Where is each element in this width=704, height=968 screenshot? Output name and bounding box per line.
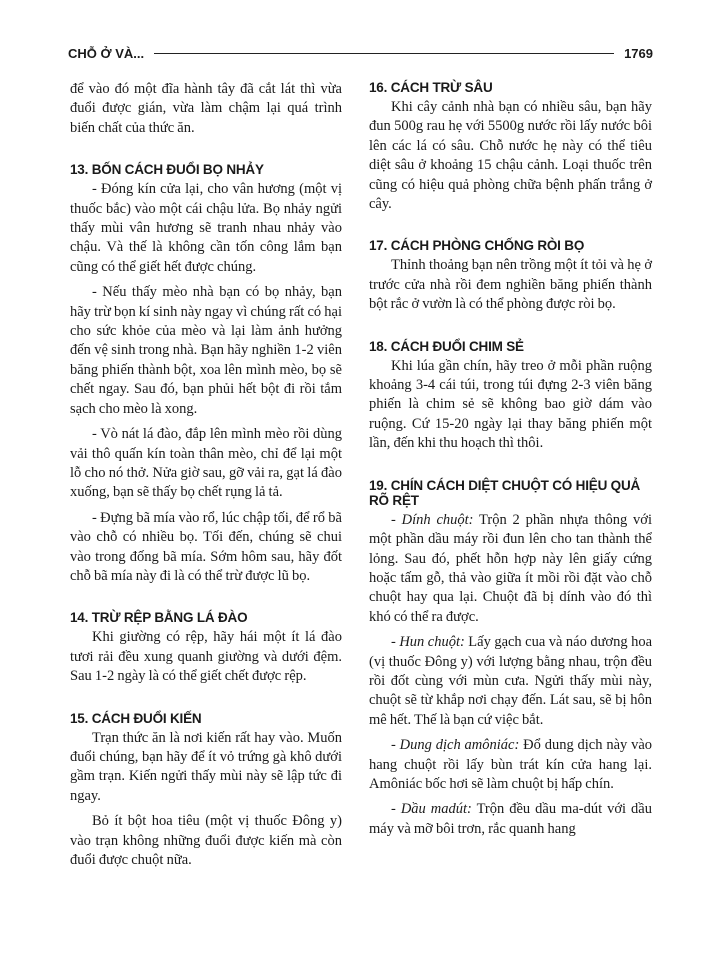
section-18-paragraph-1: Khi lúa gần chín, hãy treo ở mỗi phần ruộng khoảng 3-4 cái túi, trong túi đựng 2-3 viên băng phiến là chim sẻ sẽ không bao giờ dám vào ruộng. Cứ 15-20 ngày lại thay băng phiến một lần, đến khi thu hoạch thì thôi. xyxy=(369,357,652,452)
left-column xyxy=(70,80,342,870)
section-13-paragraph-3: - Vò nát lá đào, đắp lên mình mèo rồi dùng vải thô quấn kín toàn thân mèo, chỉ để lại một lỗ cho nó thở. Nửa giờ sau, gỡ vải ra, gạt lá đào xuống, bạn sẽ thấy bọ chết rụng lả tả. xyxy=(70,426,342,501)
section-13-paragraph-1: - Đóng kín cửa lại, cho vân hương (một vị thuốc bắc) vào một cái chậu lửa. Bọ nhảy ngửi thấy mùi vân hương sẽ tranh nhau nhảy vào chậu. Và thế là không cần tốn công lắm bạn cũng có thể giết hết được chúng. xyxy=(70,181,342,275)
section-19 xyxy=(369,478,652,840)
intro-paragraph: để vào đó một đĩa hành tây đã cắt lát thì vừa đuổi được gián, vừa làm chậm lại quá trình biến chất của thức ăn. xyxy=(70,81,342,136)
section-14-title: 14. TRỪ RỆP BẰNG LÁ ĐÀO xyxy=(70,610,248,626)
section-14 xyxy=(70,610,342,686)
page-number: 1769 xyxy=(624,45,653,61)
section-19-paragraph-3: - Dung dịch amôniác: Đổ dung dịch này vào hang chuột rồi lấy bùn trát kín cửa hang lại. Amôniác bốc hơi sẽ làm chuột bị hấp chín. xyxy=(369,737,653,792)
section-15 xyxy=(70,711,342,871)
section-17 xyxy=(369,238,652,314)
section-15-title: 15. CÁCH ĐUỔI KIẾN xyxy=(70,710,202,726)
method-text-madut: Trộn đều dầu ma-dút với dầu máy và mỡ bôi trơn, rắc quanh hang xyxy=(369,801,652,837)
running-header xyxy=(68,44,653,62)
section-13-paragraph-4: - Đựng bã mía vào rổ, lúc chập tối, để rổ bã vào chỗ có nhiều bọ. Tối đến, chúng sẽ chui vào trong đống bã mía. Sớm hôm sau, hãy đốt chỗ bã mía này đi là có thể trừ được lũ bọ. xyxy=(70,509,342,584)
method-text-dinh-chuot: Trộn 2 phần nhựa thông với một phần dầu máy rồi đun lên cho tan thành thể lỏng. Sau đó, phết hỗn hợp này lên giấy cứng hoặc tấm gỗ, thả vào giữa ít mồi rồi đặt vào chỗ chuột hay qua lại. Chuột đã bị dính vào đó thì khó có thể ra được. xyxy=(369,511,652,625)
method-text-hun-chuot: Lấy gạch cua và náo dương hoa (vị thuốc Đông y) với lượng bằng nhau, trộn đều rồi đốt cùng với mùn cưa. Ngửi thấy mùi này, chuột sẽ từ khắp nơi chạy đến. Lát sau, sẽ bị hôn mê hết. Thế là bạn cứ việc bắt. xyxy=(369,634,653,728)
method-text-amoniac: Đổ dung dịch này vào hang chuột rồi lấy bùn trát kín cửa hang lại. Amôniác bốc hơi sẽ làm chuột bị hấp chín. xyxy=(369,737,653,792)
section-16 xyxy=(369,80,652,214)
section-18-title: 18. CÁCH ĐUỔI CHIM SẺ xyxy=(369,338,524,354)
section-14-paragraph-1: Khi giường có rệp, hãy hái một ít lá đào tươi rải đều xung quanh giường và dưới đệm. Sau 1-2 ngày là có thể giết chết được rệp. xyxy=(70,629,342,685)
section-13 xyxy=(70,162,342,586)
method-label-madut: Dầu madút: xyxy=(400,801,472,818)
section-13-title: 13. BỐN CÁCH ĐUỔI BỌ NHẢY xyxy=(70,162,264,178)
section-17-title: 17. CÁCH PHÒNG CHỐNG RÒI BỌ xyxy=(369,238,585,254)
section-18 xyxy=(369,339,652,454)
running-title: CHỖ Ở VÀ... xyxy=(68,45,145,61)
section-19-title: 19. CHÍN CÁCH DIỆT CHUỘT CÓ HIỆU QUẢ RÕ RỆT xyxy=(369,477,641,508)
section-17-paragraph-1: Thỉnh thoảng bạn nên trồng một ít tỏi và hẹ ở trước cửa nhà rồi đem nghiền băng phiến thành bột rắc ở vườn là có thể phòng được ròi bọ. xyxy=(369,257,652,313)
method-label-hun-chuot: Hun chuột: xyxy=(399,634,465,651)
method-label-amoniac: Dung dịch amôniác: xyxy=(399,737,520,754)
section-19-paragraph-2: - Hun chuột: Lấy gạch cua và náo dương hoa (vị thuốc Đông y) với lượng bằng nhau, trộn đều rồi đốt cùng với mùn cưa. Ngửi thấy mùi này, chuột sẽ từ khắp nơi chạy đến. Lát sau, sẽ bị hôn mê hết. Thế là bạn cứ việc bắt. xyxy=(369,634,653,728)
section-16-paragraph-1: Khi cây cảnh nhà bạn có nhiều sâu, bạn hãy đun 500g rau hẹ với 5500g nước rồi lấy nước bôi lên các lá có sâu. Chỗ nước hẹ này có thể tiêu diệt sâu ở khoảng 15 chậu cảnh. Loại thuốc trên cũng có hiệu quả phòng chữa bệnh phấn trắng ở cây. xyxy=(369,99,652,213)
section-15-paragraph-1: Trạn thức ăn là nơi kiến rất hay vào. Muốn đuổi chúng, bạn hãy để ít vỏ trứng gà khô dưới gầm trạn. Kiến ngửi thấy mùi này sẽ lập tức đi ngay. xyxy=(70,729,342,804)
method-label-dinh-chuot: Dính chuột: xyxy=(401,511,474,528)
right-column xyxy=(369,80,652,839)
section-16-title: 16. CÁCH TRỪ SÂU xyxy=(369,80,493,95)
section-19-paragraph-1: - Dính chuột: Trộn 2 phần nhựa thông với một phần dầu máy rồi đun lên cho tan thành thể lỏng. Sau đó, phết hỗn hợp này lên giấy cứng hoặc tấm gỗ, thả vào giữa ít mồi rồi đặt vào chỗ chuột hay qua lại. Chuột đã bị dính vào đó thì khó có thể ra được. xyxy=(369,511,652,625)
section-19-paragraph-4: - Dầu madút: Trộn đều dầu ma-dút với dầu máy và mỡ bôi trơn, rắc quanh hang xyxy=(369,801,652,837)
section-13-paragraph-2: - Nếu thấy mèo nhà bạn có bọ nhảy, bạn hãy trừ bọn kí sinh này ngay vì chúng rất có hại cho sức khỏe của mèo và lại làm ảnh hưởng đến vệ sinh trong nhà. Bạn hãy nghiền 1-2 viên băng phiến thành bột, xoa lên mình mèo, bọ sẽ chết ngay. Sau đó, bạn phủi hết bột đi rồi tắm sạch cho mèo là xong. xyxy=(70,284,342,417)
section-15-paragraph-2: Bỏ ít bột hoa tiêu (một vị thuốc Đông y) vào trạn không những đuổi được kiến mà còn đuổi được chuột nữa. xyxy=(70,813,342,868)
header-rule xyxy=(154,53,614,54)
